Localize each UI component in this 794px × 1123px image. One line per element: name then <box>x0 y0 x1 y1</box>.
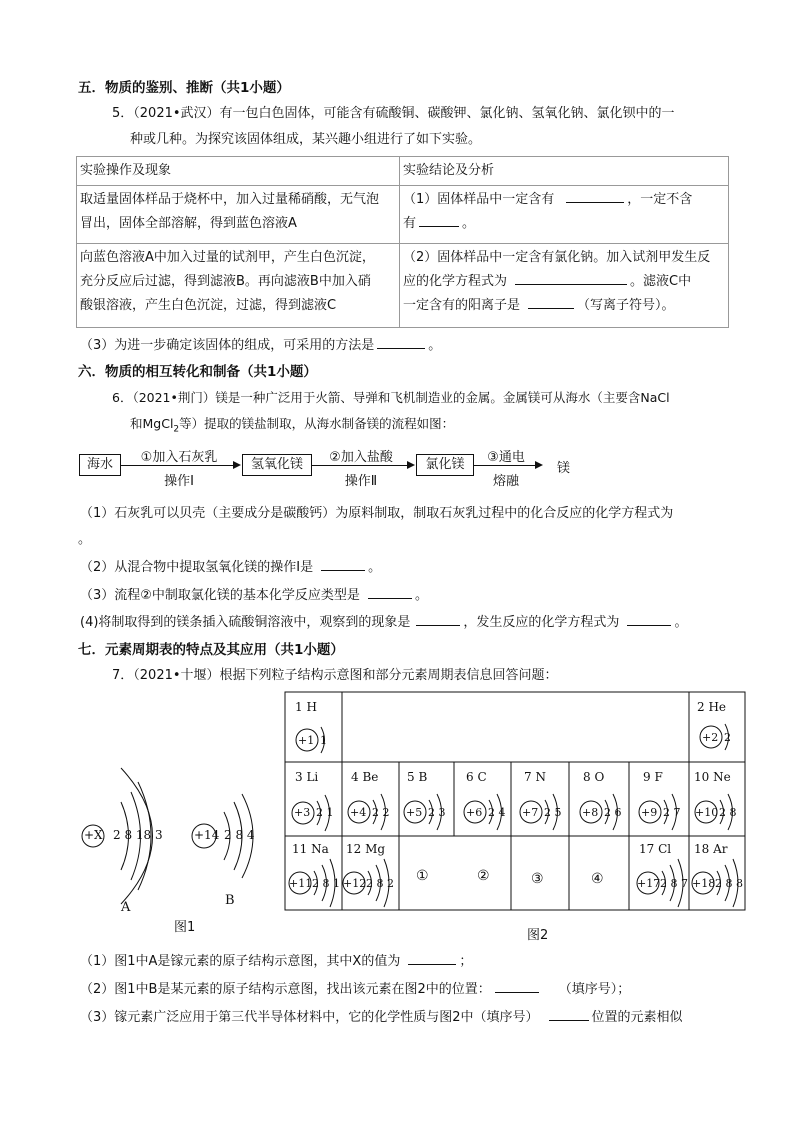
element-he-shells: 2 <box>724 731 731 744</box>
q5-part3-text: （3）为进一步确定该固体的组成，可采用的方法是 <box>80 338 375 353</box>
table-r2-operation-l3: 酸银溶液，产生白色沉淀，过滤，得到滤液C <box>80 298 337 313</box>
blank-phenomenon[interactable] <box>416 613 460 626</box>
element-ar-shells: 2 8 8 <box>715 877 743 890</box>
flow-box-mgoh2: 氢氧化镁 <box>242 454 312 476</box>
element-c-shells: 2 4 <box>488 806 506 819</box>
section-6-title: 六．物质的相互转化和制备（共1小题） <box>78 364 317 380</box>
r2-conclusion-text4: 一定含有的阳离子是 <box>403 298 521 313</box>
flow-arrow3-line <box>474 465 536 466</box>
q5-stem-line2: 种或几种。为探究该固体组成，某兴趣小组进行了如下实验。 <box>130 132 482 147</box>
q7-part3-text: （3）镓元素广泛应用于第三代半导体材料中，它的化学性质与图2中（填序号） <box>80 1010 539 1025</box>
flow-product-mg: 镁 <box>557 461 571 476</box>
element-na-shells: 2 8 1 <box>312 877 340 890</box>
flow-box-mgcl2: 氯化镁 <box>416 454 474 476</box>
blank-equation-mg-cuso4[interactable] <box>627 613 671 626</box>
r2-conclusion-text5: （写离子符号）。 <box>577 298 675 313</box>
q6-stem-line1: 6．（2021•荆门）镁是一种广泛用于火箭、导弹和飞机制造业的金属。金属镁可从海水（主要含NaCl <box>112 390 670 405</box>
q7-part3 <box>80 1006 683 1025</box>
flow-step1-top: ①加入石灰乳 <box>140 450 218 465</box>
table-r1-operation-l1: 取适量固体样品于烧杯中，加入过量稀硝酸，无气泡 <box>80 192 380 207</box>
q5-part3 <box>80 334 441 353</box>
flow-arrow1-line <box>121 465 233 466</box>
element-o-name: 8 O <box>583 770 605 784</box>
element-he-nucleus: +2 <box>702 731 719 744</box>
element-cl-nucleus: +17 <box>637 877 661 890</box>
element-ar-name: 18 Ar <box>694 842 728 856</box>
table-header-conclusion: 实验结论及分析 <box>400 157 729 186</box>
element-mg-name: 12 Mg <box>346 842 386 856</box>
table-header-operation: 实验操作及现象 <box>77 157 400 186</box>
table-r1-conclusion <box>400 186 729 244</box>
element-n-nucleus: +7 <box>522 806 539 819</box>
element-ar-nucleus: +18 <box>692 877 716 890</box>
r1-conclusion-text2: ，一定不含 <box>627 192 693 207</box>
flow-box-seawater: 海水 <box>79 454 121 476</box>
table-r1-operation <box>77 186 400 244</box>
element-o-nucleus: +8 <box>582 806 599 819</box>
r2-conclusion-text3: 。滤液C中 <box>630 274 692 289</box>
atom-b-shells: 2 8 4 <box>224 828 255 842</box>
q6-part4-end: 。 <box>674 615 688 630</box>
element-n-shells: 2 5 <box>544 806 562 819</box>
element-o-shells: 2 6 <box>604 806 622 819</box>
element-na-name: 11 Na <box>292 842 329 856</box>
q7-part1-text: （1）图1中A是镓元素的原子结构示意图，其中X的值为 <box>80 954 401 969</box>
element-c-nucleus: +6 <box>466 806 483 819</box>
r2-conclusion-text2: 应的化学方程式为 <box>403 274 508 289</box>
flow-step3-bottom: 熔融 <box>492 474 519 489</box>
element-li-name: 3 Li <box>295 770 319 784</box>
flow-step3-top: ③通电 <box>487 450 525 465</box>
q6-mgcl-text: 和MgCl <box>130 416 174 431</box>
q6-part2-end: 。 <box>368 560 382 575</box>
q6-stem-line2 <box>130 414 454 435</box>
blank-operation-1[interactable] <box>321 558 365 571</box>
element-b-nucleus: +5 <box>406 806 423 819</box>
position-4-marker: ④ <box>591 871 604 887</box>
q6-line2-rest: 等）提取的镁盐制取，从海水制备镁的流程如图： <box>179 416 455 431</box>
table-r1-operation-l2: 冒出，固体全部溶解，得到蓝色溶液A <box>80 216 297 231</box>
element-h-shells: 1 <box>320 734 327 747</box>
blank-similar-position[interactable] <box>549 1008 589 1021</box>
flow-arrow3-head <box>535 461 543 469</box>
element-li-shells: 2 1 <box>316 806 334 819</box>
element-c-name: 6 C <box>466 770 487 784</box>
element-ne-nucleus: +10 <box>695 806 719 819</box>
q6-part2-text: （2）从混合物中提取氢氧化镁的操作Ⅰ是 <box>80 560 314 575</box>
atom-b-nucleus: +14 <box>194 828 220 842</box>
r2-conclusion-l1: （2）固体样品中一定含有氯化钠。加入试剂甲发生反 <box>403 250 711 265</box>
r1-conclusion-text1: （1）固体样品中一定含有 <box>403 192 555 207</box>
q7-part1-end: ； <box>459 954 473 969</box>
element-h-name: 1 H <box>295 700 317 714</box>
r1-conclusion-text3: 有 <box>403 216 417 231</box>
element-li-nucleus: +3 <box>294 806 311 819</box>
q6-part4 <box>80 611 687 630</box>
figure-1-caption: 图1 <box>174 920 196 935</box>
blank-position[interactable] <box>495 980 539 993</box>
flow-arrow1-head <box>233 461 241 469</box>
element-he-name: 2 He <box>697 700 727 714</box>
blank-equation-reagent[interactable] <box>515 272 627 285</box>
q6-part2 <box>80 556 381 575</box>
section-5-title: 五．物质的鉴别、推断（共1小题） <box>78 80 290 96</box>
q7-part3-end: 位置的元素相似 <box>591 1010 683 1025</box>
figure-2-caption: 图2 <box>527 928 549 943</box>
blank-cation[interactable] <box>528 296 574 309</box>
blank-must-not-contain[interactable] <box>419 214 459 227</box>
atom-b-label: B <box>225 893 235 908</box>
element-n-name: 7 N <box>524 770 546 784</box>
element-f-shells: 2 7 <box>663 806 681 819</box>
q6-part4-text1: (4)将制取得到的镁条插入硫酸铜溶液中，观察到的现象是 <box>80 615 411 630</box>
atom-a-nucleus: +X <box>84 828 103 842</box>
element-f-name: 9 F <box>643 770 663 784</box>
table-r2-operation-l2: 充分反应后过滤，得到滤液B。再向滤液B中加入硝 <box>80 274 371 289</box>
element-cl-name: 17 Cl <box>639 842 672 856</box>
table-r2-operation-l1: 向蓝色溶液A中加入过量的试剂甲，产生白色沉淀， <box>80 250 375 265</box>
r1-conclusion-text4: 。 <box>462 216 476 231</box>
element-na-nucleus: +11 <box>289 877 313 890</box>
q7-stem: 7．（2021•十堰）根据下列粒子结构示意图和部分元素周期表信息回答问题： <box>112 668 558 683</box>
q6-part4-text2: ，发生反应的化学方程式为 <box>463 615 620 630</box>
atom-a-label: A <box>121 900 131 915</box>
position-1-marker: ① <box>416 868 429 884</box>
element-be-shells: 2 2 <box>372 806 390 819</box>
flow-arrow2-line <box>312 465 408 466</box>
blank-x-value[interactable] <box>408 952 456 965</box>
element-h-nucleus: +1 <box>298 734 315 747</box>
q5-part3-end: 。 <box>428 338 442 353</box>
q5-stem-line1: 5．（2021•武汉）有一包白色固体，可能含有硫酸铜、碳酸钾、氯化钠、氢氧化钠、氯化钡中的一 <box>112 106 675 121</box>
q7-part2 <box>80 978 630 997</box>
table-r2-conclusion <box>400 244 729 328</box>
element-cl-shells: 2 8 7 <box>660 877 688 890</box>
position-3-marker: ③ <box>531 871 544 887</box>
q7-part2-text: （2）图1中B是某元素的原子结构示意图，找出该元素在图2中的位置： <box>80 982 491 997</box>
q6-part1-end: 。 <box>78 532 92 547</box>
q7-part1 <box>80 950 472 969</box>
position-2-marker: ② <box>477 868 490 884</box>
element-be-name: 4 Be <box>351 770 379 784</box>
q5-experiment-table <box>76 156 729 328</box>
atom-a-shells: 2 8 18 3 <box>113 828 163 842</box>
q6-part3-text: （3）流程②中制取氯化镁的基本化学反应类型是 <box>80 588 360 603</box>
blank-must-contain[interactable] <box>566 190 624 203</box>
element-b-name: 5 B <box>407 770 428 784</box>
section-7-title: 七．元素周期表的特点及其应用（共1小题） <box>78 642 344 658</box>
element-ne-shells: 2 8 <box>719 806 737 819</box>
element-mg-shells: 2 8 2 <box>366 877 394 890</box>
flow-arrow2-head <box>407 461 415 469</box>
element-ne-name: 10 Ne <box>694 770 731 784</box>
element-f-nucleus: +9 <box>641 806 658 819</box>
flow-step1-bottom: 操作Ⅰ <box>164 474 194 489</box>
flow-step2-bottom: 操作Ⅱ <box>344 474 378 489</box>
blank-reaction-type[interactable] <box>368 586 412 599</box>
q7-part2-end: （填序号）； <box>558 982 631 997</box>
element-b-shells: 2 3 <box>428 806 446 819</box>
q6-part3 <box>80 584 428 603</box>
flow-step2-top: ②加入盐酸 <box>329 450 393 465</box>
table-r2-operation <box>77 244 400 328</box>
element-mg-nucleus: +12 <box>343 877 367 890</box>
blank-q5-method[interactable] <box>377 336 425 349</box>
q6-part1-text: （1）石灰乳可以贝壳（主要成分是碳酸钙）为原料制取，制取石灰乳过程中的化合反应的化学方程式为 <box>80 506 674 521</box>
element-be-nucleus: +4 <box>350 806 367 819</box>
q6-part3-end: 。 <box>414 588 428 603</box>
q6-mgcl-subscript: 2 <box>173 424 180 435</box>
